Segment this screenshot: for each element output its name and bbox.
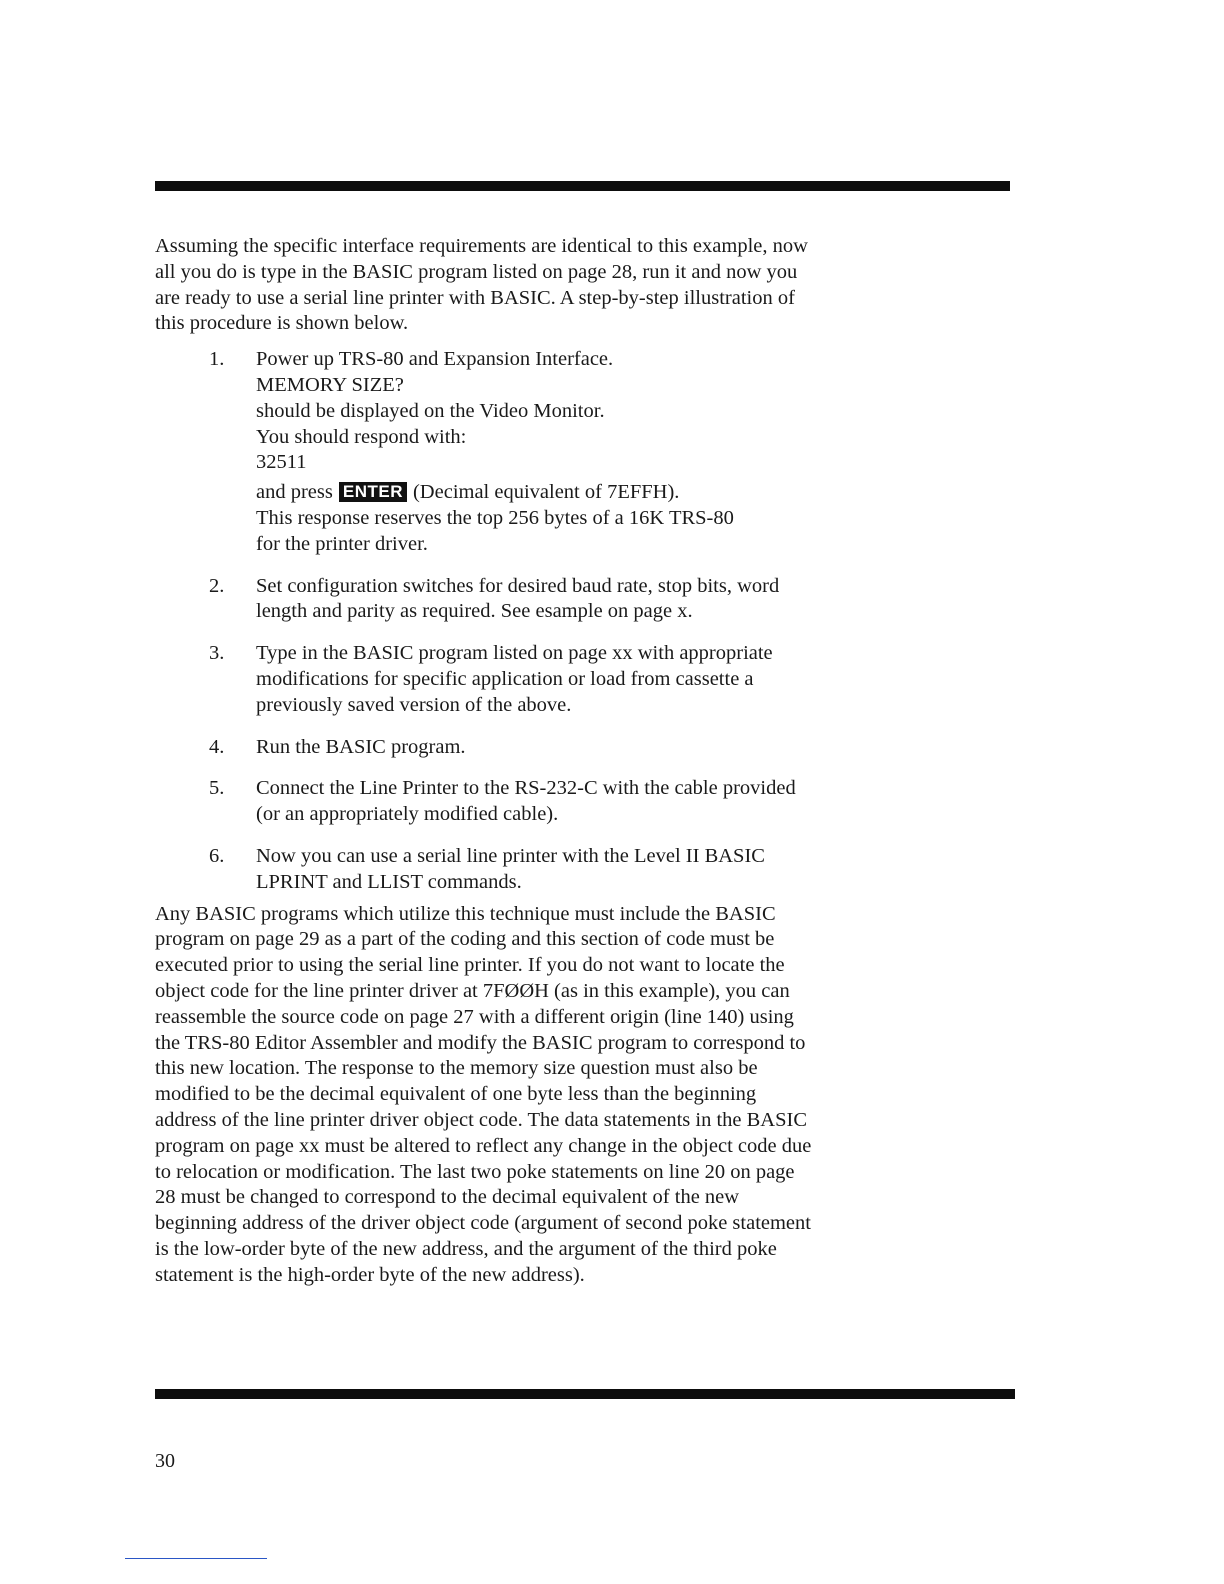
step-line: Power up TRS-80 and Expansion Interface.: [256, 348, 614, 371]
step-number: 5.: [209, 777, 225, 800]
step-number: 3.: [209, 642, 225, 665]
step-number: 1.: [209, 348, 225, 371]
step-number: 6.: [209, 844, 225, 867]
page-number: 30: [155, 1450, 175, 1472]
step-line: should be displayed on the Video Monitor.: [256, 399, 605, 422]
top-rule: [155, 181, 1010, 191]
step-line: for the printer driver.: [256, 532, 428, 555]
press-enter-line: [256, 480, 820, 506]
step-line: 32511: [256, 451, 307, 474]
step-text: Type in the BASIC program listed on page xx with appropriate modifications for specific application or load from cassette a previously saved version of the above.: [256, 642, 773, 716]
intro-paragraph: Assuming the specific interface requirements are identical to this example, now all you do is type in the BASIC program listed on page 28, run it and now you are ready to use a serial line printer with BASIC. A step-by-step illustration of this procedure is shown below.: [155, 235, 808, 335]
step-3: [155, 641, 820, 718]
step-text: Connect the Line Printer to the RS-232-C with the cable provided (or an appropriately modified cable).: [256, 777, 796, 826]
enter-key-icon: ENTER: [339, 482, 407, 502]
step-text: Now you can use a serial line printer with the Level II BASIC LPRINT and LLIST commands.: [256, 844, 765, 893]
bottom-rule: [155, 1389, 1015, 1399]
step-6: [155, 844, 820, 896]
step-2: [155, 574, 820, 626]
step-1: [155, 347, 820, 557]
footer-link-line: [125, 1558, 267, 1559]
page-body: [155, 234, 820, 1288]
step-line: This response reserves the top 256 bytes of a 16K TRS-80: [256, 506, 734, 529]
procedure-steps: [155, 347, 820, 895]
step-text: Set configuration switches for desired baud rate, stop bits, word length and parity as required. See esample on page x.: [256, 574, 780, 623]
step-text: Run the BASIC program.: [256, 735, 466, 758]
closing-paragraph: Any BASIC programs which utilize this technique must include the BASIC program on page 29 as a part of the coding and this section of code must be executed prior to using the serial line printer. If you do not want to locate the object code for the line printer driver at 7FØØH (as in this example), you can reassemble the source code on page 27 with a different origin (line 140) using the TRS-80 Editor Assembler and modify the BASIC program to correspond to this new location. The response to the memory size question must also be modified to be the decimal equivalent of one byte less than the beginning address of the line printer driver object code. The data statements in the BASIC program on page xx must be altered to reflect any change in the object code due to relocation or modification. The last two poke statements on line 20 on page 28 must be changed to correspond to the decimal equivalent of the new beginning address of the driver object code (argument of second poke statement is the low-order byte of the new address, and the argument of the third poke statement is the high-order byte of the new address).: [155, 902, 812, 1286]
step-number: 2.: [209, 574, 225, 597]
press-suffix: (Decimal equivalent of 7EFFH).: [412, 481, 680, 504]
press-prefix: and press: [256, 481, 333, 504]
step-4: [155, 735, 820, 761]
step-line: MEMORY SIZE?: [256, 373, 404, 396]
step-5: [155, 776, 820, 828]
step-number: 4.: [209, 735, 225, 758]
step-line: You should respond with:: [256, 425, 467, 448]
